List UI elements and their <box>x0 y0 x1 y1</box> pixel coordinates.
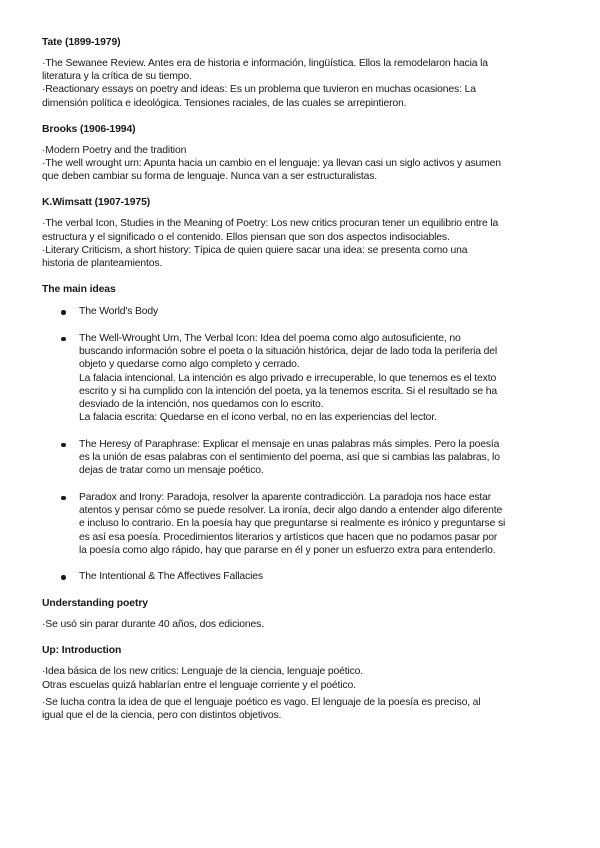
text-line: dimensión política e ideológica. Tensiones raciales, de las cuales se arrepintieron. <box>42 97 407 109</box>
bullet-icon <box>61 310 66 315</box>
text-line: es la unión de esas palabras con el sentimiento del poema, así que si cambias las palabras, lo <box>79 452 500 464</box>
section-heading: Understanding poetry <box>42 598 148 610</box>
text-line: es así esa poesía. Procedimientos literarios y artísticos que hacen que no podamos pasar por <box>79 531 498 543</box>
section-brooks <box>42 123 554 184</box>
text-line: e incluso lo contrario. En la poesía hay que preguntarse si realmente es irónico y preguntarse si <box>79 518 506 530</box>
list-item <box>42 438 554 478</box>
section-body <box>42 665 554 691</box>
section-up-introduction <box>42 644 554 722</box>
text-line: escrito y si ha cumplido con la intención del poeta, ya la tenemos escrita. Si el resultado se ha <box>79 385 498 397</box>
text-line: The World's Body <box>79 306 159 318</box>
text-line: literatura y la crítica de su tiempo. <box>42 71 192 83</box>
text-line: historia de planteamientos. <box>42 258 163 270</box>
section-body <box>42 618 554 631</box>
section-heading: Up: Introduction <box>42 645 122 657</box>
text-line: The Well-Wrought Urn, The Verbal Icon: Idea del poema como algo autosuficiente, no <box>79 332 461 344</box>
text-line: desviado de la intención, nos quedamos con lo escrito. <box>79 398 324 410</box>
section-heading: Brooks (1906-1994) <box>42 123 136 135</box>
list-item <box>42 491 554 557</box>
list-item <box>42 305 554 318</box>
list-item <box>42 570 554 583</box>
text-line: ·Modern Poetry and the tradition <box>42 144 187 156</box>
text-line: la poesía como algo rápido, hay que pararse en él y poner un esfuerzo extra para entenderlo. <box>79 544 496 556</box>
text-line: La falacia intencional. La intención es algo privado e irrecuperable, lo que tenemos es el texto <box>79 372 497 384</box>
text-line: ·The Sewanee Review. Antes era de historia e información, lingüística. Ellos la remodelaron hacia la <box>42 58 488 69</box>
text-line: ·Reactionary essays on poetry and ideas: Es un problema que tuvieron en muchas ocasiones: La <box>42 84 476 96</box>
bullet-icon <box>61 496 66 501</box>
document-page <box>42 36 554 735</box>
section-understanding-poetry <box>42 597 554 631</box>
text-line: ·Literary Criticism, a short history: Típica de quien quiere sacar una idea: se presenta como una <box>42 244 468 256</box>
ideas-list <box>42 305 554 583</box>
text-line: que deben cambiar su forma de lenguaje. Nunca van a ser estructuralistas. <box>42 171 378 183</box>
section-main-ideas <box>42 283 554 583</box>
section-tate <box>42 36 554 110</box>
text-line: ·The verbal Icon, Studies in the Meaning of Poetry: Los new critics procuran tener un equilibrio entre la <box>42 218 499 230</box>
text-line: buscando información sobre el poeta o la situación histórica, dejar de lado toda la periferia del <box>79 346 498 358</box>
text-line: La falacia escrita: Quedarse en el icono verbal, no en las experiencias del lector. <box>79 412 437 424</box>
text-line: Otras escuelas quizá hablarían entre el lenguaje corriente y el poético. <box>42 679 356 691</box>
bullet-icon <box>61 337 66 342</box>
section-heading: Tate (1899-1979) <box>42 37 121 48</box>
bullet-icon <box>61 443 66 448</box>
text-line: ·Se lucha contra la idea de que el lenguaje poético es vago. El lenguaje de la poesía es preciso, al <box>42 696 481 708</box>
section-heading: K.Wimsatt (1907-1975) <box>42 197 151 209</box>
text-line: estructura y el significado o el contenido. Ellos piensan que son dos aspectos indisociables. <box>42 231 450 243</box>
section-body <box>42 217 554 270</box>
text-line: ·Idea básica de los new critics: Lenguaje de la ciencia, lenguaje poético. <box>42 666 364 678</box>
bullet-icon <box>61 575 66 580</box>
section-wimsatt <box>42 196 554 270</box>
text-line: dejas de tratar como un mensaje poético. <box>79 465 264 477</box>
text-line: The Intentional & The Affectives Fallacies <box>79 571 263 583</box>
text-line: objeto y quedarse como algo completo y cerrado. <box>79 359 300 371</box>
text-line: ·The well wrought urn: Apunta hacia un cambio en el lenguaje: ya llevan casi un siglo activos y asumen <box>42 158 501 170</box>
text-line: atentos y pensar cómo se puede resolver. La ironía, decir algo dando a entender algo diferente <box>79 505 503 517</box>
section-heading: The main ideas <box>42 284 116 296</box>
section-body <box>42 57 554 110</box>
section-body <box>42 696 554 722</box>
text-line: Paradox and Irony: Paradoja, resolver la aparente contradicción. La paradoja nos hace estar <box>79 491 492 503</box>
section-body <box>42 144 554 184</box>
list-item <box>42 332 554 424</box>
text-line: igual que el de la ciencia, pero con distintos objetivos. <box>42 710 282 721</box>
text-line: The Heresy of Paraphrase: Explicar el mensaje en unas palabras más simples. Pero la poesía <box>79 438 500 450</box>
text-line: ·Se usó sin parar durante 40 años, dos ediciones. <box>42 619 264 631</box>
